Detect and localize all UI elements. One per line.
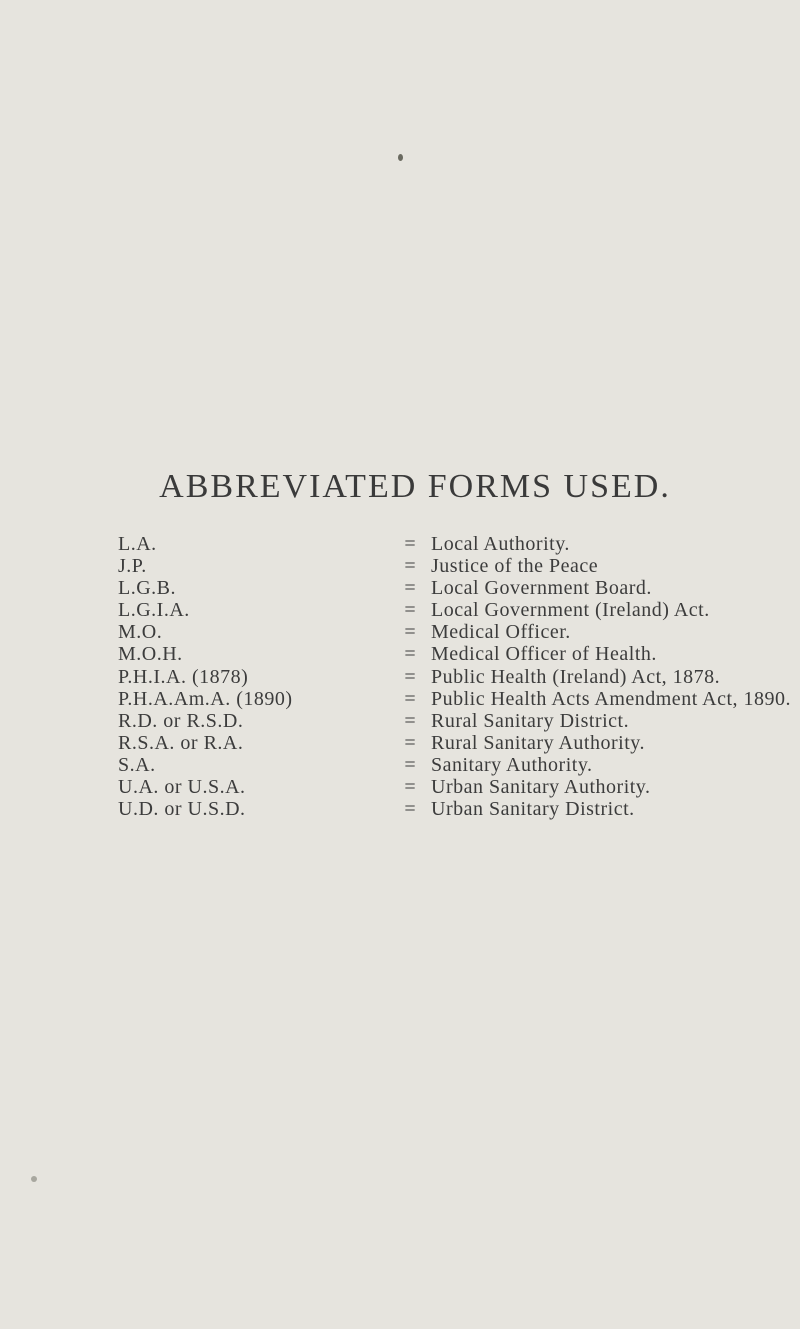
meaning: Local Government (Ireland) Act. [431, 599, 710, 622]
abbreviation: R.S.A. or R.A. [118, 731, 244, 754]
equals-sign: = [404, 555, 416, 578]
page-speck [31, 1176, 37, 1182]
list-item [118, 577, 798, 599]
meaning: Rural Sanitary District. [431, 709, 630, 732]
meaning: Urban Sanitary District. [431, 798, 635, 821]
equals-sign: = [404, 665, 416, 688]
equals-sign: = [404, 599, 416, 622]
abbreviation: U.D. or U.S.D. [118, 798, 246, 821]
meaning: Local Government Board. [431, 577, 652, 600]
equals-sign: = [404, 643, 416, 666]
list-item [118, 710, 798, 732]
meaning: Rural Sanitary Authority. [431, 731, 645, 754]
equals-sign: = [404, 776, 416, 799]
meaning: Public Health (Ireland) Act, 1878. [431, 665, 721, 688]
meaning: Local Authority. [431, 533, 570, 555]
equals-sign: = [404, 731, 416, 754]
abbreviation: J.P. [118, 555, 147, 578]
list-item [118, 754, 798, 776]
abbreviation: R.D. or R.S.D. [118, 709, 244, 732]
meaning: Medical Officer of Health. [431, 643, 657, 666]
list-item [118, 688, 798, 710]
list-item [118, 798, 798, 820]
equals-sign: = [404, 798, 416, 821]
list-item [118, 599, 798, 621]
list-item [118, 555, 798, 577]
meaning: Public Health Acts Amendment Act, 1890. [431, 687, 792, 710]
meaning: Justice of the Peace [431, 555, 599, 578]
abbreviation: P.H.I.A. (1878) [118, 665, 249, 688]
list-item [118, 666, 798, 688]
abbreviation: U.A. or U.S.A. [118, 776, 246, 799]
equals-sign: = [404, 577, 416, 600]
abbreviation: M.O.H. [118, 643, 183, 666]
meaning: Medical Officer. [431, 621, 571, 644]
list-item [118, 621, 798, 643]
equals-sign: = [404, 621, 416, 644]
abbreviation: L.G.I.A. [118, 599, 190, 622]
abbreviation: P.H.A.Am.A. (1890) [118, 687, 293, 710]
abbreviation: L.A. [118, 533, 157, 555]
equals-sign: = [404, 709, 416, 732]
abbreviation-list [118, 533, 798, 820]
page-title: ABBREVIATED FORMS USED. [159, 468, 671, 505]
list-item [118, 776, 798, 798]
meaning: Urban Sanitary Authority. [431, 776, 651, 799]
list-item [118, 533, 798, 555]
abbreviation: S.A. [118, 753, 156, 776]
equals-sign: = [404, 687, 416, 710]
list-item [118, 732, 798, 754]
equals-sign: = [404, 753, 416, 776]
abbreviation: M.O. [118, 621, 163, 644]
list-item [118, 643, 798, 665]
abbreviation: L.G.B. [118, 577, 176, 600]
meaning: Sanitary Authority. [431, 753, 593, 776]
page-speck [398, 154, 403, 161]
equals-sign: = [404, 533, 416, 555]
